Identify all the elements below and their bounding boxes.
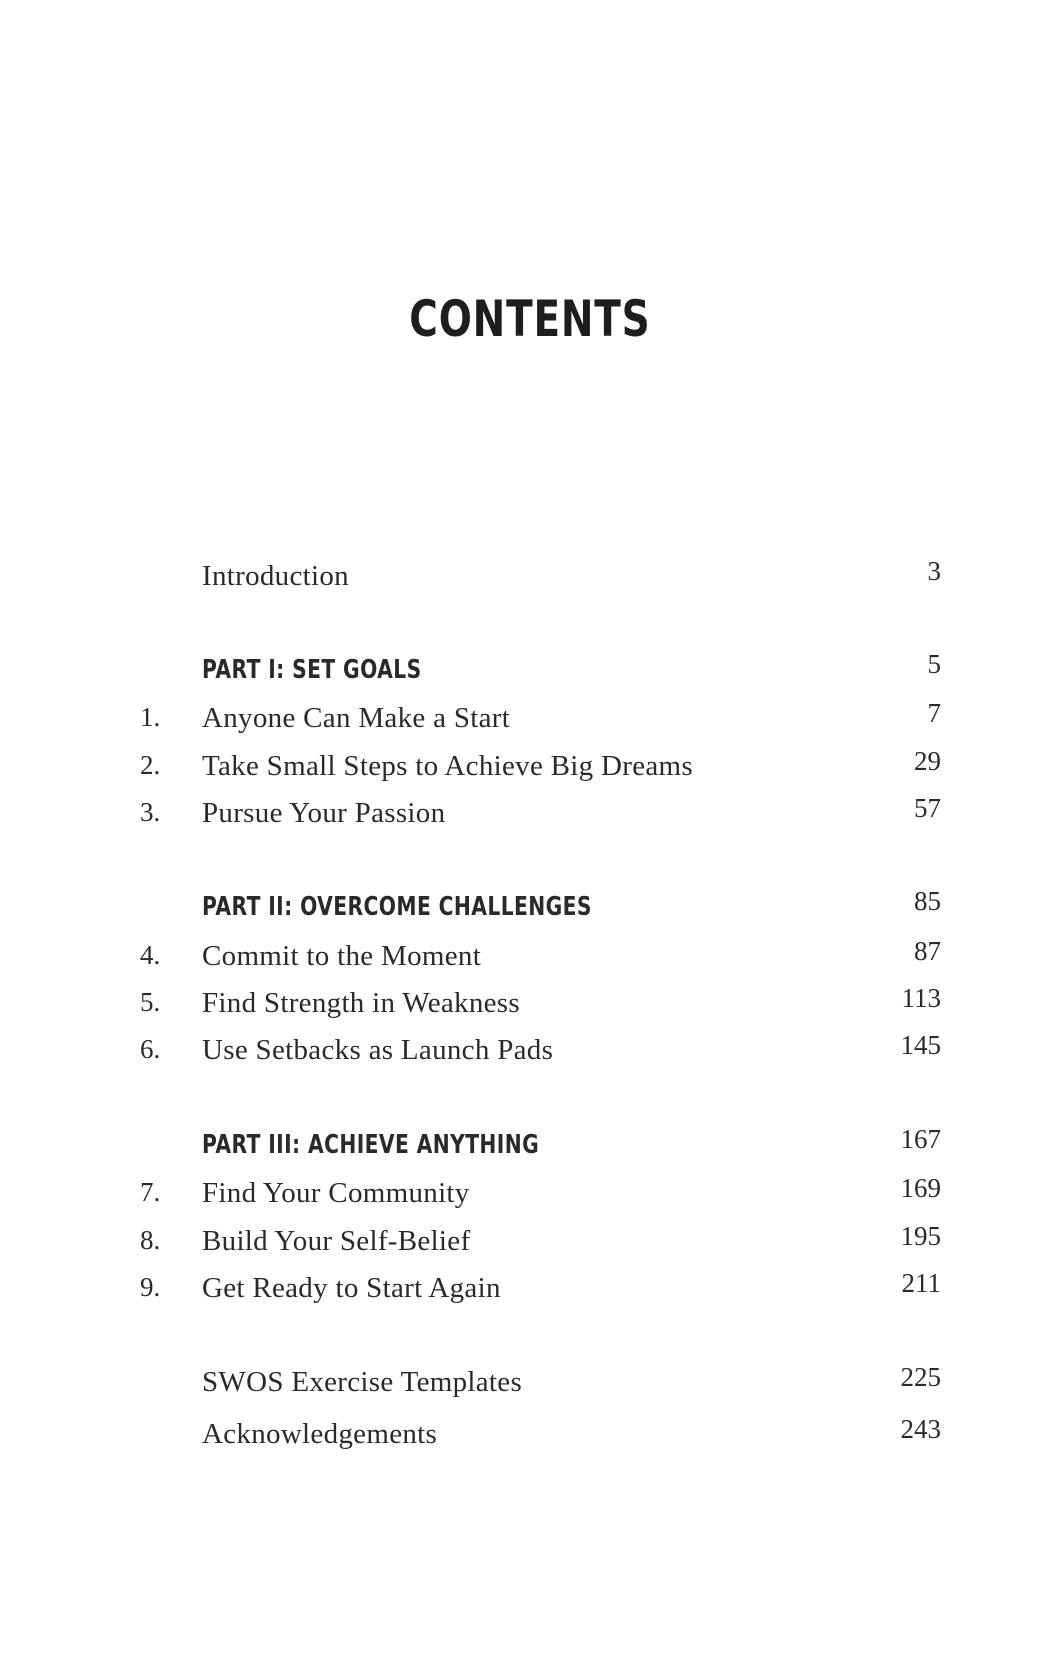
entry-title: Get Ready to Start Again xyxy=(202,1272,501,1304)
entry-title: Acknowledgements xyxy=(202,1418,438,1450)
toc-part-3 xyxy=(0,1124,1057,1168)
entry-title: Introduction xyxy=(202,560,349,592)
entry-number: 3. xyxy=(140,797,161,827)
entry-page: 113 xyxy=(901,983,941,1013)
entry-page: 243 xyxy=(900,1414,941,1444)
entry-title: SWOS Exercise Templates xyxy=(202,1366,523,1398)
entry-title: Pursue Your Passion xyxy=(202,797,446,829)
entry-page: 87 xyxy=(914,936,941,966)
toc-chapter-8 xyxy=(0,1221,1057,1265)
entry-page: 7 xyxy=(927,698,941,728)
entry-title: Find Strength in Weakness xyxy=(202,987,520,1019)
toc-entry-introduction xyxy=(0,556,1057,600)
entry-page: 211 xyxy=(901,1268,941,1298)
entry-number: 7. xyxy=(140,1177,161,1207)
entry-title: Build Your Self-Belief xyxy=(202,1225,471,1257)
part-heading: PART I: SET GOALS xyxy=(202,655,422,685)
entry-page: 3 xyxy=(927,556,941,586)
entry-number: 9. xyxy=(140,1272,161,1302)
toc-chapter-4 xyxy=(0,936,1057,980)
part-heading: PART II: OVERCOME CHALLENGES xyxy=(202,892,592,922)
entry-page: 169 xyxy=(900,1173,941,1203)
entry-number: 8. xyxy=(140,1225,161,1255)
entry-page: 225 xyxy=(900,1362,941,1392)
entry-title: Anyone Can Make a Start xyxy=(202,702,511,734)
toc-part-1 xyxy=(0,649,1057,693)
toc-entry-swos-templates xyxy=(0,1362,1057,1406)
entry-page: 145 xyxy=(900,1030,941,1060)
entry-title: Find Your Community xyxy=(202,1177,470,1209)
entry-page: 5 xyxy=(927,649,941,679)
toc-chapter-9 xyxy=(0,1268,1057,1312)
toc-chapter-5 xyxy=(0,983,1057,1027)
entry-page: 85 xyxy=(914,886,941,916)
toc-chapter-3 xyxy=(0,793,1057,837)
entry-page: 195 xyxy=(900,1221,941,1251)
part-heading: PART III: ACHIEVE ANYTHING xyxy=(202,1130,540,1160)
entry-number: 4. xyxy=(140,940,161,970)
entry-number: 5. xyxy=(140,987,161,1017)
toc-part-2 xyxy=(0,886,1057,930)
toc-chapter-2 xyxy=(0,746,1057,790)
toc-chapter-6 xyxy=(0,1030,1057,1074)
toc-chapter-7 xyxy=(0,1173,1057,1217)
toc-chapter-1 xyxy=(0,698,1057,742)
toc-entry-acknowledgements xyxy=(0,1414,1057,1458)
entry-title: Take Small Steps to Achieve Big Dreams xyxy=(202,750,694,782)
page-title: CONTENTS xyxy=(409,290,651,348)
entry-page: 167 xyxy=(900,1124,941,1154)
entry-page: 57 xyxy=(914,793,941,823)
entry-title: Commit to the Moment xyxy=(202,940,482,972)
entry-number: 6. xyxy=(140,1034,161,1064)
entry-page: 29 xyxy=(914,746,941,776)
entry-number: 2. xyxy=(140,750,161,780)
entry-title: Use Setbacks as Launch Pads xyxy=(202,1034,554,1066)
entry-number: 1. xyxy=(140,702,161,732)
